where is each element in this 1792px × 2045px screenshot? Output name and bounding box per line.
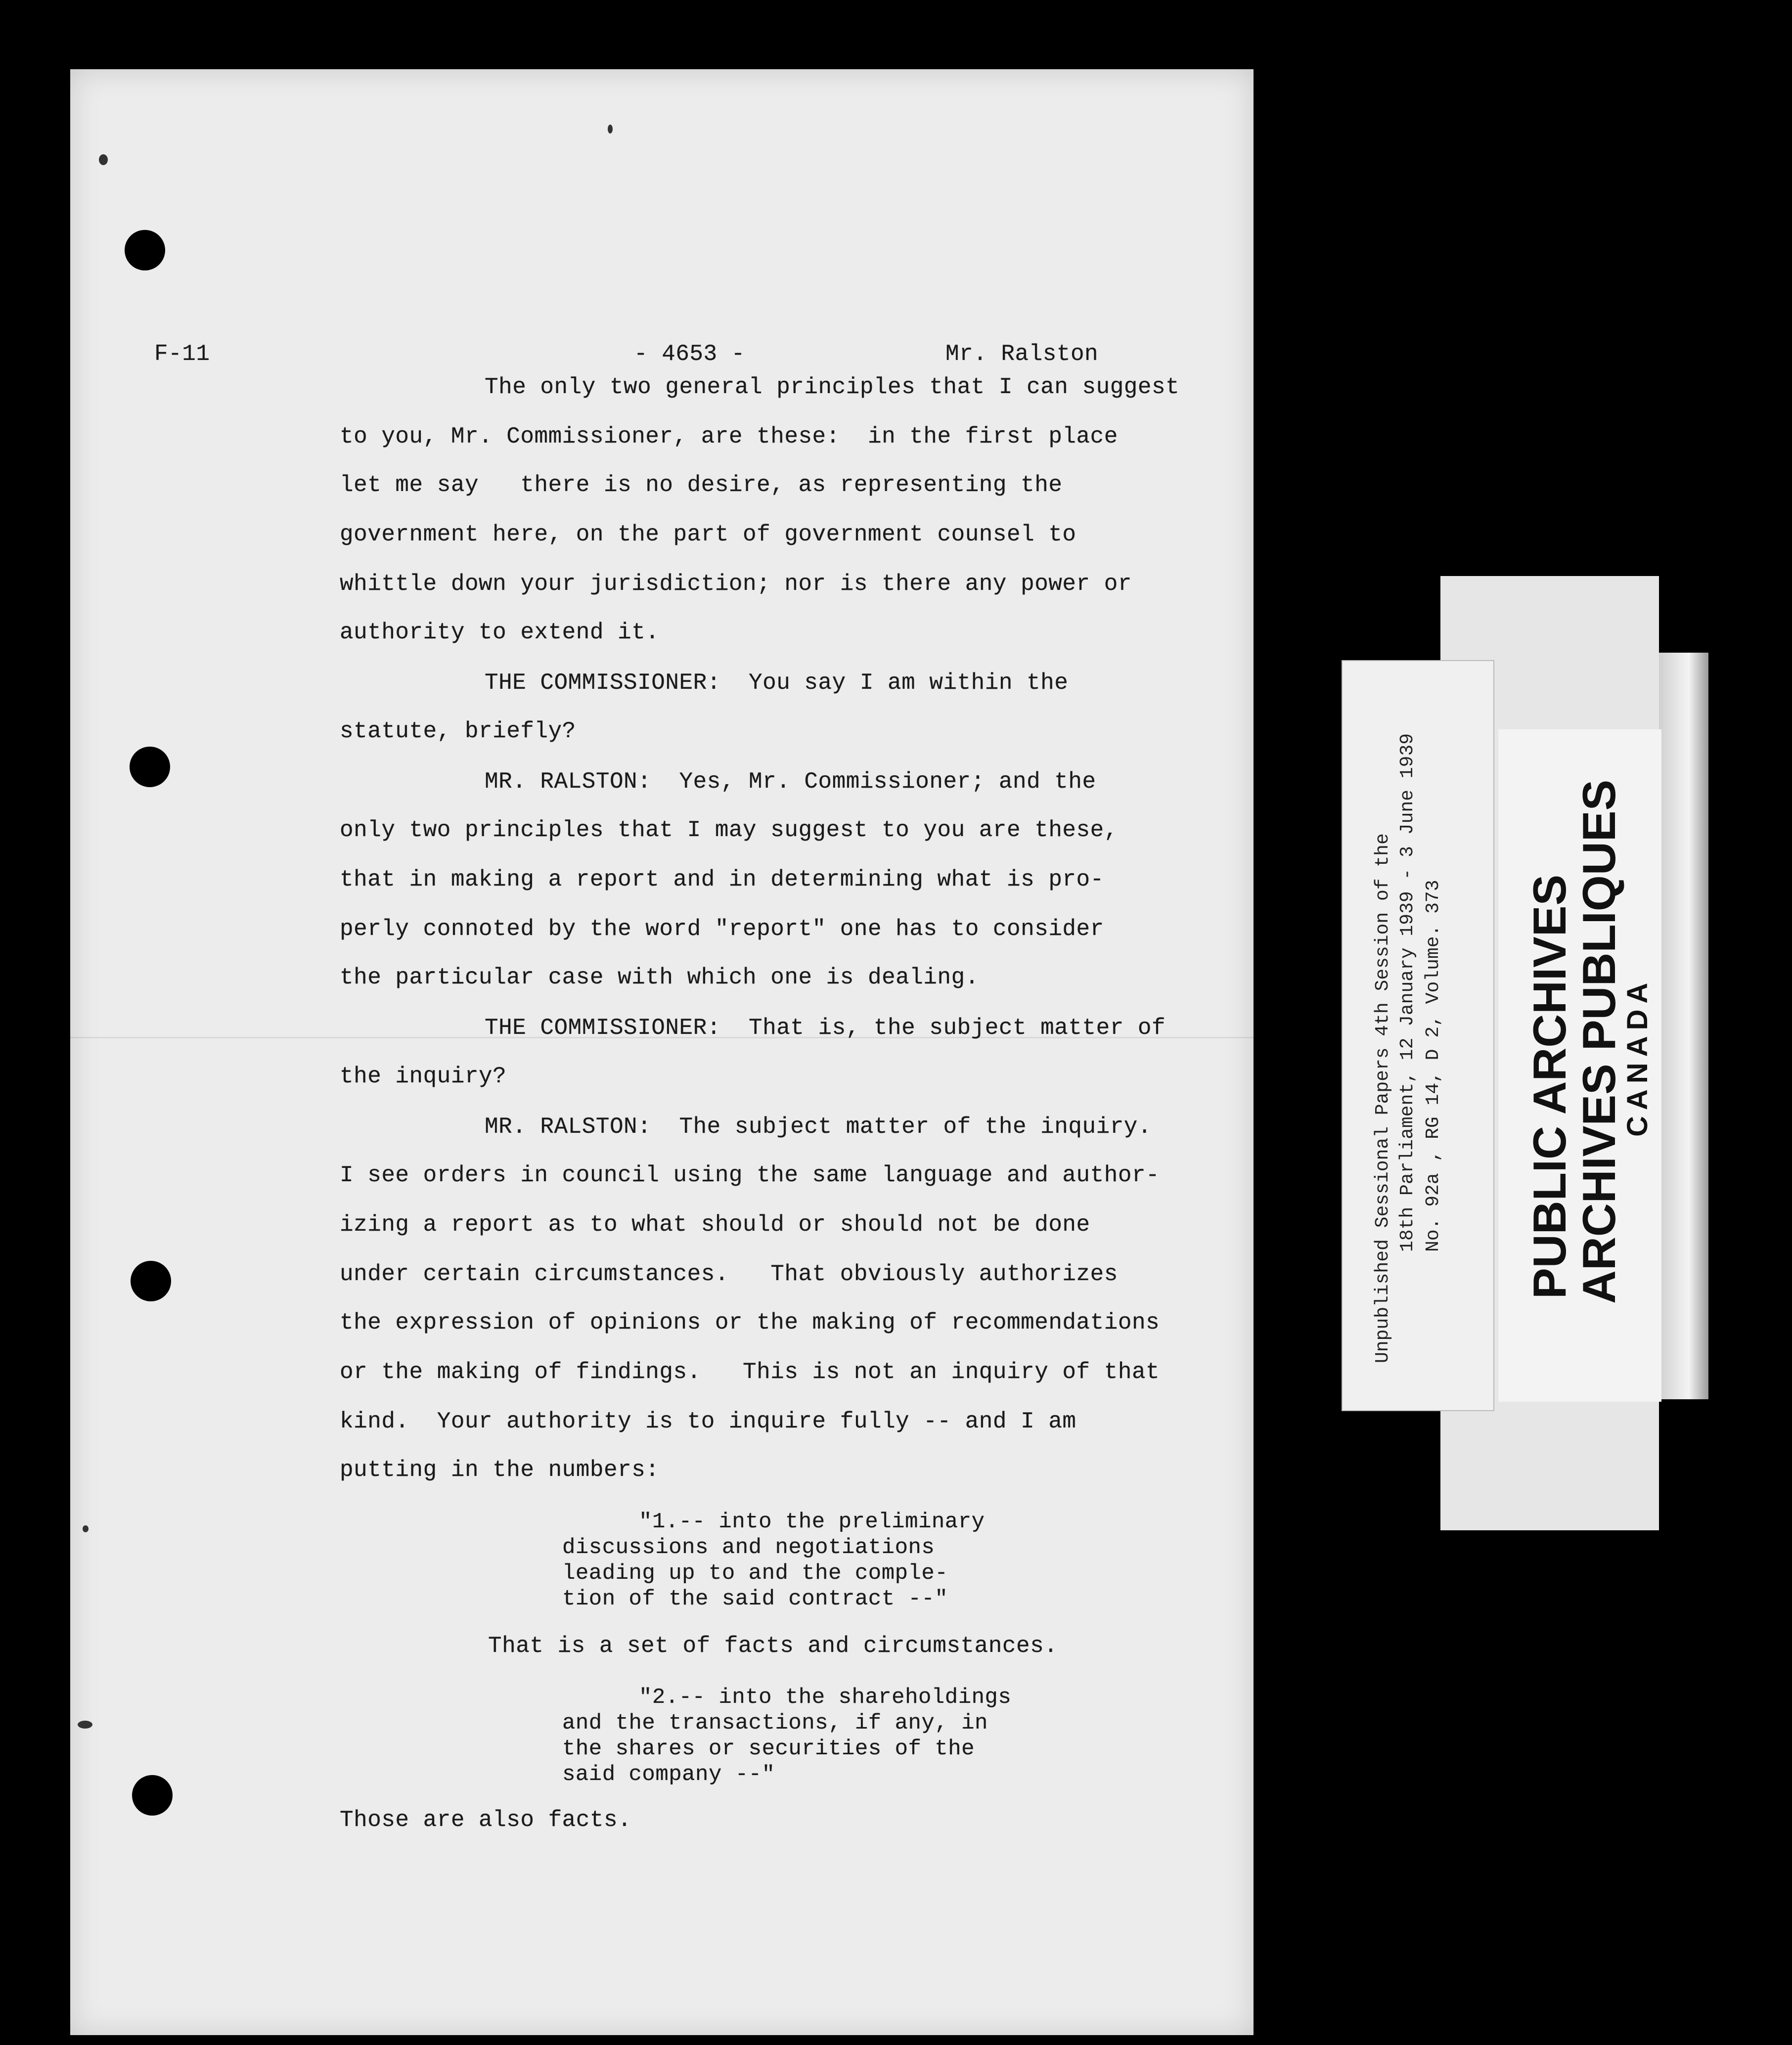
header-speaker: Mr. Ralston [945,341,1099,367]
catalogue-line-3: No. 92a , RG 14, D 2, Volume. 373 [1423,880,1444,1252]
catalogue-line-2: 18th Parliament, 12 January 1939 - 3 June 1939 [1397,733,1418,1252]
text-line: the particular case with which one is dealing. [340,965,979,990]
text-line: whittle down your jurisdiction; nor is there any power or [340,571,1132,597]
text-line: authority to extend it. [340,620,660,645]
quote-line: leading up to and the comple- [562,1561,948,1586]
text-line: Those are also facts. [340,1807,632,1833]
paper-speck [608,125,613,133]
page-number: - 4653 - [634,341,745,367]
punch-hole [131,1261,171,1301]
punch-hole [132,1775,173,1816]
paper-speck [78,1721,92,1729]
paper-speck [83,1525,89,1532]
text-line: The only two general principles that I can suggest [485,374,1180,400]
text-line: THE COMMISSIONER: That is, the subject matter of [485,1015,1166,1041]
archive-stamp-line-3: CANADA [1621,977,1654,1137]
punch-hole [130,747,170,787]
quote-line: "2.-- into the shareholdings [639,1685,1012,1710]
text-line: MR. RALSTON: The subject matter of the inquiry. [485,1114,1152,1140]
document-page [70,69,1254,2035]
punch-hole [125,230,165,270]
quote-line: and the transactions, if any, in [562,1711,988,1735]
archive-stamp-line-1: PUBLIC ARCHIVES [1523,874,1575,1299]
quote-line: "1.-- into the preliminary [639,1510,985,1534]
text-line: the inquiry? [340,1064,507,1089]
text-line: to you, Mr. Commissioner, are these: in the first place [340,424,1118,449]
text-line: or the making of findings. This is not an inquiry of that [340,1359,1160,1385]
text-line: government here, on the part of government counsel to [340,522,1076,547]
paper-speck [99,154,108,165]
text-line: the expression of opinions or the making of recommendations [340,1310,1160,1335]
text-line: kind. Your authority is to inquire fully -- and I am [340,1409,1076,1434]
text-line: I see orders in council using the same language and author- [340,1162,1160,1188]
text-line: under certain circumstances. That obviously authorizes [340,1261,1118,1287]
text-line: statute, briefly? [340,718,576,744]
text-line: let me say there is no desire, as representing the [340,472,1063,498]
label-edge [1659,653,1708,1399]
quote-line: said company --" [562,1762,775,1787]
text-line: putting in the numbers: [340,1457,660,1483]
text-line: only two principles that I may suggest to you are these, [340,817,1118,843]
text-line: izing a report as to what should or should not be done [340,1212,1090,1238]
text-line: perly connoted by the word "report" one has to consider [340,916,1104,942]
quote-line: discussions and negotiations [562,1535,935,1560]
archive-stamp-line-2: ARCHIVES PUBLIQUES [1573,779,1625,1304]
quote-line: the shares or securities of the [562,1736,975,1761]
text-line: that in making a report and in determining what is pro- [340,867,1104,892]
quote-line: tion of the said contract --" [562,1587,948,1611]
text-line: That is a set of facts and circumstances. [488,1633,1058,1659]
header-left: F-11 [154,341,210,367]
text-line: THE COMMISSIONER: You say I am within the [485,670,1069,696]
catalogue-label [1342,660,1494,1411]
text-line: MR. RALSTON: Yes, Mr. Commissioner; and the [485,769,1096,795]
archive-stamp [1498,729,1661,1402]
catalogue-line-1: Unpublished Sessional Papers 4th Session of the [1372,833,1393,1363]
